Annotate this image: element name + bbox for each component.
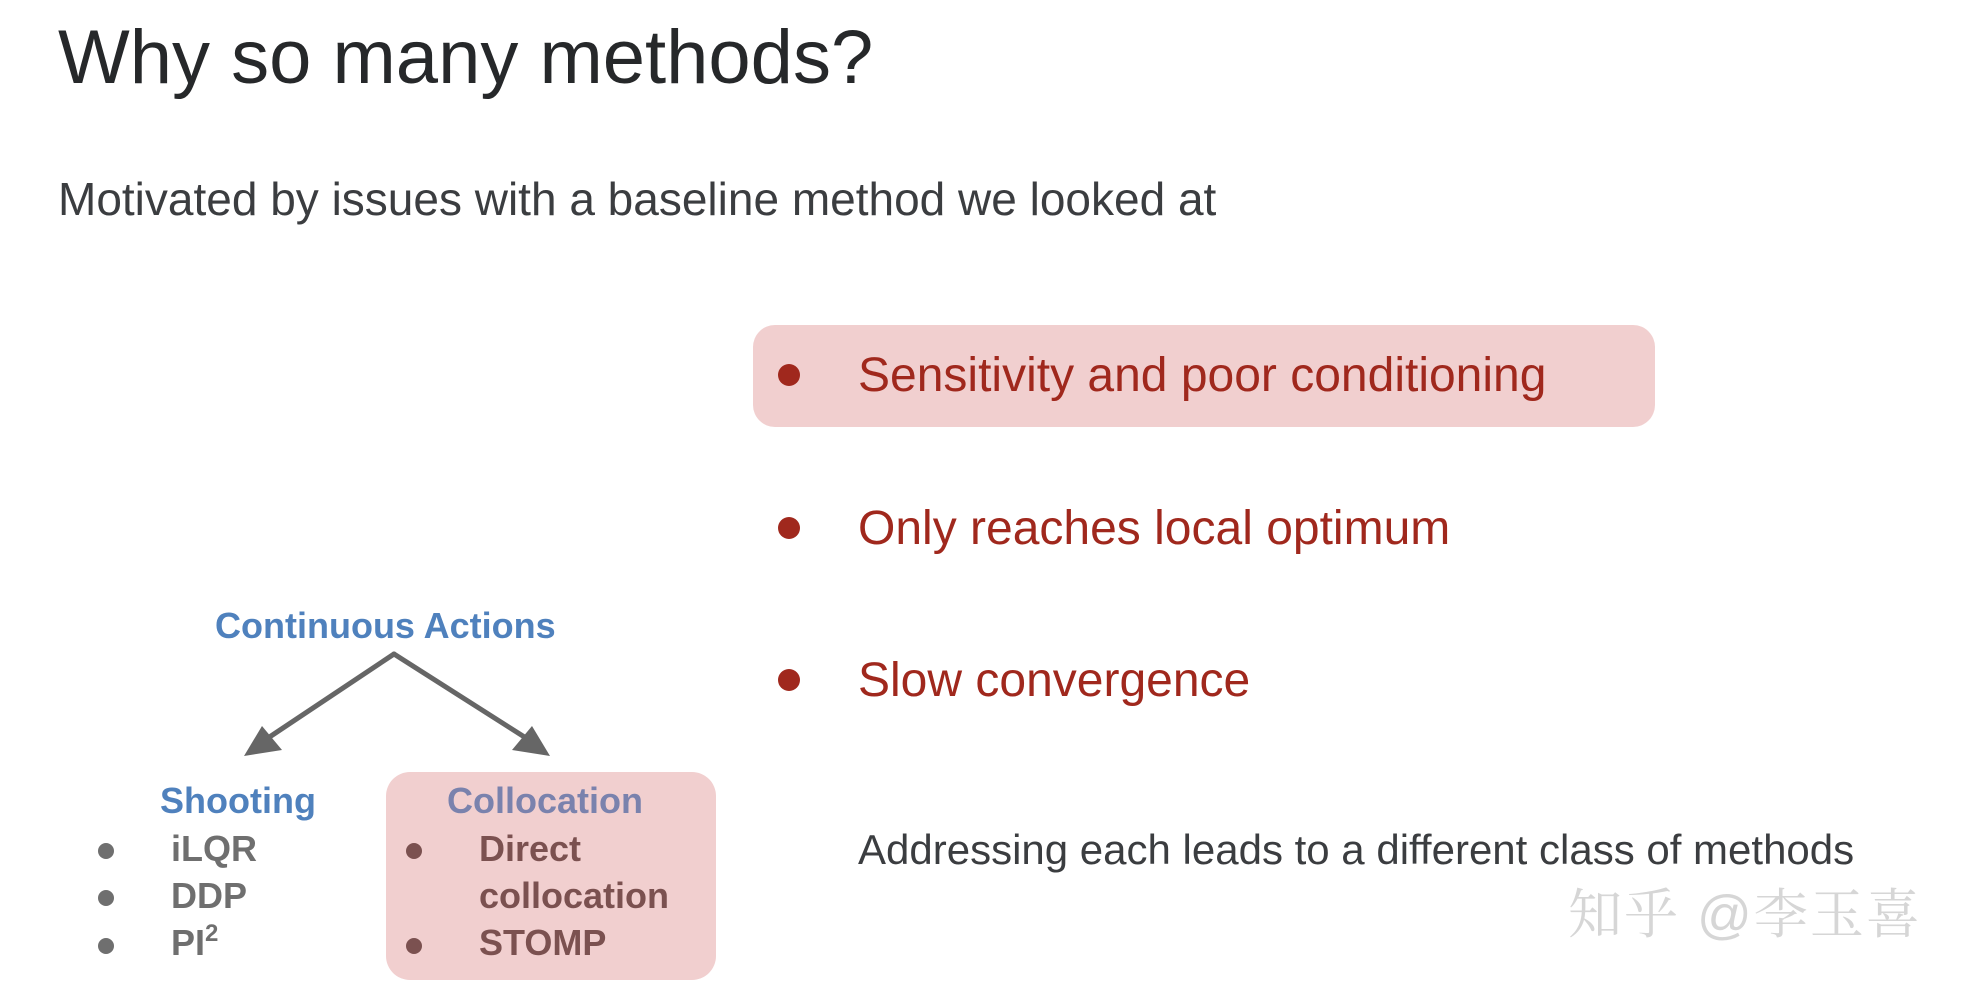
bullet-dot-icon <box>406 843 422 859</box>
bullet-text: Slow convergence <box>858 653 1251 707</box>
collocation-item-stomp: STOMP <box>479 922 607 963</box>
closing-text: Addressing each leads to a different class of methods <box>858 826 1855 873</box>
slide-subtitle: Motivated by issues with a baseline method we looked at <box>58 173 1217 225</box>
arrow-to-collocation <box>394 654 526 738</box>
collocation-item-direct: Direct <box>479 828 582 869</box>
pi-superscript: 2 <box>205 920 219 947</box>
collocation-item-direct-cont: collocation <box>479 875 670 916</box>
bullet-text: Only reaches local optimum <box>858 501 1451 555</box>
tree-root-label: Continuous Actions <box>215 605 556 646</box>
shooting-title: Shooting <box>160 780 316 821</box>
pi-label: PI <box>171 922 206 963</box>
bullet-dot-icon <box>98 843 114 859</box>
shooting-item-ilqr: iLQR <box>171 828 257 869</box>
collocation-title: Collocation <box>447 780 643 821</box>
bullet-dot-icon <box>98 890 114 906</box>
bullet-dot-icon <box>406 938 422 954</box>
watermark: 知乎 @李玉喜 <box>1568 885 1922 945</box>
shooting-item-ddp: DDP <box>171 875 248 916</box>
shooting-item-pi2 <box>171 922 218 964</box>
bullet-dot-icon <box>98 938 114 954</box>
bullet-text: Sensitivity and poor conditioning <box>858 348 1547 402</box>
arrow-to-shooting <box>268 654 394 738</box>
slide-title: Why so many methods? <box>58 15 874 100</box>
